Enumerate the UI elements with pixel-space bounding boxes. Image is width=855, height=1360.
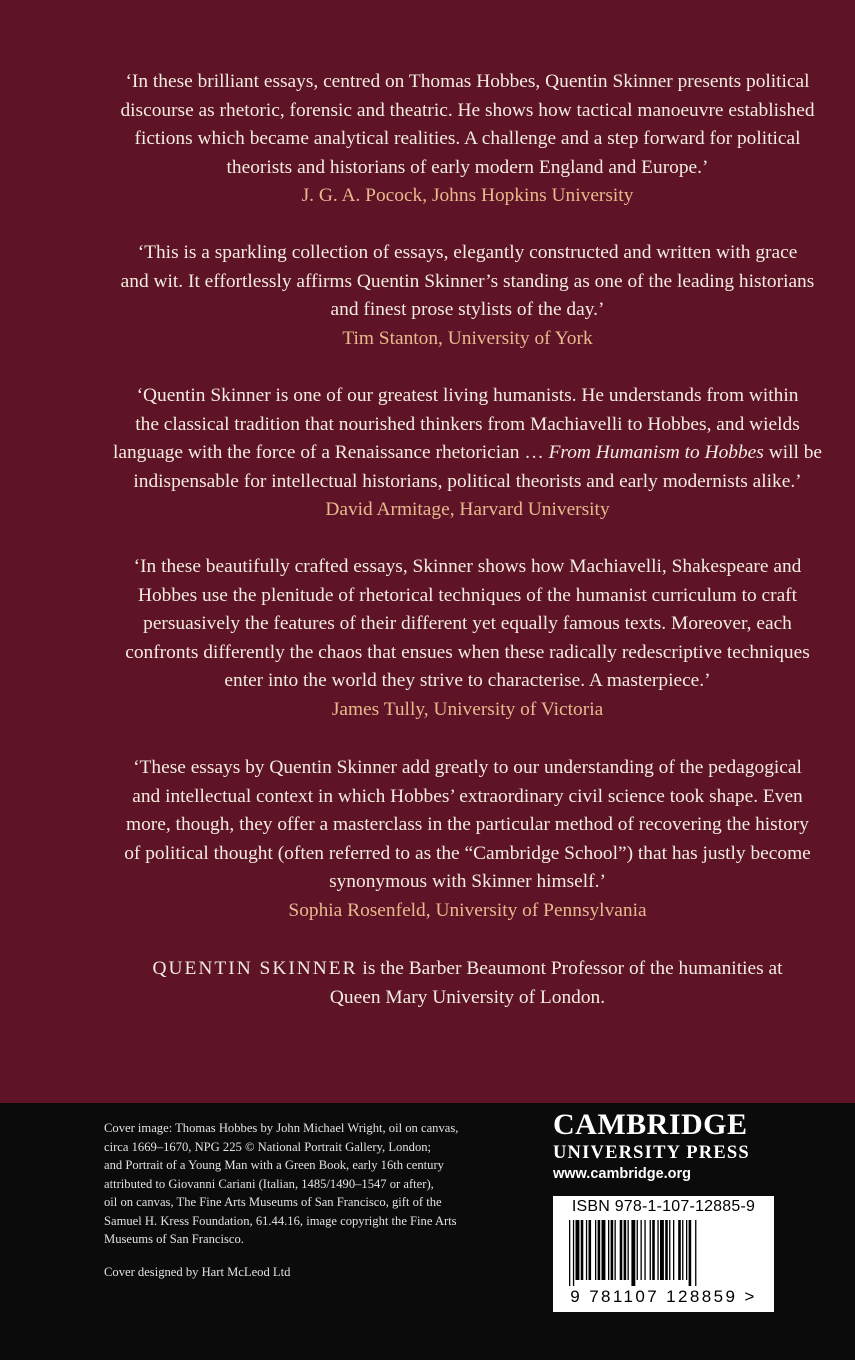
endorsement-line: synonymous with Skinner himself.’ [329, 871, 606, 893]
author-bio-line [100, 955, 835, 984]
endorsement-line-end: will be [763, 442, 823, 464]
endorsement-attribution: Tim Stanton, University of York [342, 327, 593, 349]
endorsement-pocock [100, 68, 835, 211]
isbn-label: ISBN 978-1-107-12885-9 [571, 1198, 756, 1215]
credit-line: Cover image: Thomas Hobbes by John Michael Wright, oil on canvas, [104, 1121, 459, 1135]
credit-line: Samuel H. Kress Foundation, 61.44.16, image copyright the Fine Arts [104, 1213, 457, 1228]
author-bio-line: Queen Mary University of London. [329, 986, 606, 1008]
endorsement-line: Hobbes use the plenitude of rhetorical techniques of the humanist curriculum to craft [137, 584, 798, 606]
endorsement-line: ‘In these beautifully crafted essays, Skinner shows how Machiavelli, Shakespeare and [133, 556, 802, 577]
endorsement-line: persuasively the features of their different yet equally famous texts. Moreover, each [143, 613, 792, 635]
designer-credit: Cover designed by Hart McLeod Ltd [104, 1265, 291, 1279]
endorsement-attribution: James Tully, University of Victoria [331, 698, 604, 720]
book-title-italic: From Humanism to Hobbes [548, 442, 764, 464]
endorsement-armitage [90, 382, 845, 525]
endorsement-line: enter into the world they strive to characterise. A masterpiece.’ [224, 670, 711, 692]
endorsement-line: of political thought (often referred to as the “Cambridge School”) that has justly become [124, 842, 811, 864]
endorsement-line: and intellectual context in which Hobbes’ extraordinary civil science took shape. Even [132, 785, 803, 807]
footer-panel [0, 1103, 855, 1360]
author-bio-text: is the Barber Beaumont Professor of the humanities at [357, 958, 783, 979]
endorsement-line: ‘These essays by Quentin Skinner add greatly to our understanding of the pedagogical [133, 757, 802, 778]
endorsement-attribution: Sophia Rosenfeld, University of Pennsylvania [288, 899, 647, 921]
credit-line: oil on canvas, The Fine Arts Museums of San Francisco, gift of the [104, 1195, 442, 1209]
publisher-name: CAMBRIDGE [553, 1108, 748, 1141]
endorsement-line: confronts differently the chaos that ensues when these radically redescriptive techniques [125, 641, 810, 663]
publisher-press: UNIVERSITY PRESS [553, 1143, 750, 1163]
barcode-icon [561, 1220, 766, 1286]
endorsement-stanton [100, 239, 835, 353]
publisher-logo [553, 1108, 783, 1184]
cover-image-credits [104, 1119, 514, 1249]
endorsement-line: discourse as rhetoric, forensic and theatric. He shows how tactical manoeuvre established [120, 99, 815, 121]
endorsement-line: theorists and historians of early modern England and Europe.’ [226, 156, 709, 178]
barcode-digits: 9 781107 128859 > [570, 1287, 757, 1306]
endorsement-line: the classical tradition that nourished thinkers from Machiavelli to Hobbes, and wields [135, 413, 800, 435]
isbn-barcode-box [553, 1196, 774, 1312]
endorsement-tully [100, 553, 835, 725]
credit-line: circa 1669–1670, NPG 225 © National Portrait Gallery, London; [104, 1139, 432, 1154]
publisher-url: www.cambridge.org [553, 1166, 692, 1182]
endorsement-line: ‘This is a sparkling collection of essays, elegantly constructed and written with grace [137, 242, 798, 263]
endorsement-line [90, 439, 845, 468]
credit-line: attributed to Giovanni Cariani (Italian, 1485/1490–1547 or after), [104, 1176, 434, 1191]
endorsement-attribution: David Armitage, Harvard University [325, 499, 610, 521]
endorsement-line: more, though, they offer a masterclass in the particular method of recovering the history [126, 814, 809, 836]
endorsement-line: ‘Quentin Skinner is one of our greatest living humanists. He understands from within [136, 385, 799, 406]
endorsement-line: ‘In these brilliant essays, centred on Thomas Hobbes, Quentin Skinner presents political [125, 71, 810, 92]
author-bio [100, 955, 835, 1012]
author-name: QUENTIN SKINNER [152, 958, 358, 979]
endorsement-rosenfeld [100, 754, 835, 926]
endorsement-attribution: J. G. A. Pocock, Johns Hopkins University [301, 185, 634, 207]
credit-line: Museums of San Francisco. [104, 1232, 244, 1246]
endorsement-line-start: language with the force of a Renaissance rhetorician … [112, 442, 549, 464]
endorsement-line: and wit. It effortlessly affirms Quentin Skinner’s standing as one of the leading historians [120, 270, 815, 292]
credit-line: and Portrait of a Young Man with a Green Book, early 16th century [104, 1158, 444, 1172]
endorsement-line: and finest prose stylists of the day.’ [330, 299, 605, 321]
endorsement-line: fictions which became analytical realities. A challenge and a step forward for political [134, 128, 801, 150]
endorsement-line: indispensable for intellectual historians, political theorists and early modernists alike.’ [133, 470, 802, 492]
